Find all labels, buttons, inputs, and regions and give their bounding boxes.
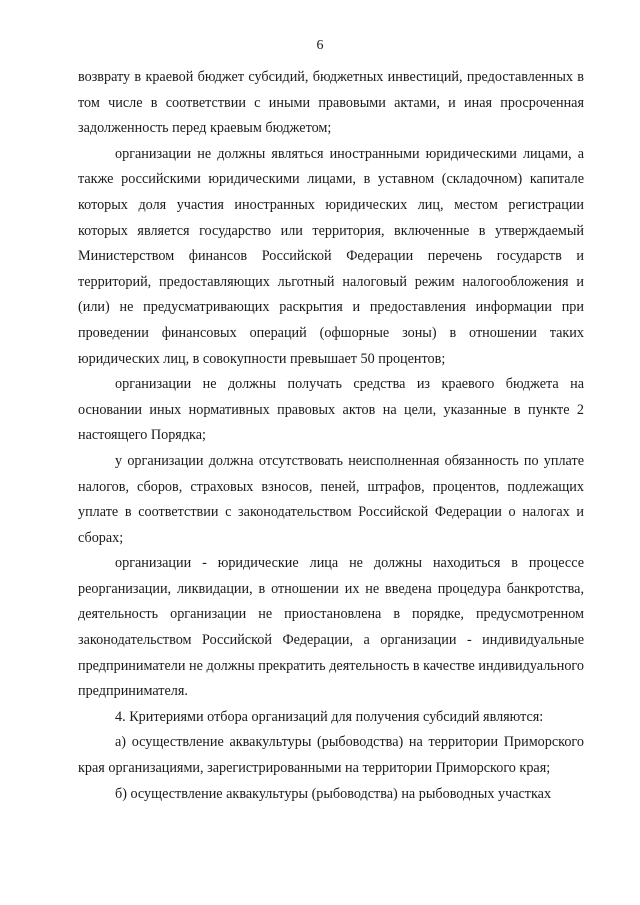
paragraph-reorganization: организации - юридические лица не должны находиться в процессе реорганизации, ликвидации, в отношении их не введена процедура банкротства, деятельность организации не приостановлена в порядке, предусмотренном законодательством Российской Федерации, а организации - индивидуальные предприниматели не должны прекратить деятельность в качестве индивидуального предпринимателя. bbox=[78, 555, 584, 700]
paragraph-criteria-heading: 4. Критериями отбора организаций для получения субсидий являются: bbox=[115, 708, 544, 725]
paragraph-other-funding: организации не должны получать средства из краевого бюджета на основании иных нормативных правовых актов на цели, указанные в пункте 2 настоящего Порядка; bbox=[78, 376, 584, 444]
paragraph-tax-obligations: у организации должна отсутствовать неисполненная обязанность по уплате налогов, сборов, страховых взносов, пеней, штрафов, процентов, подлежащих уплате в соответствии с законодательством Российской Федерации о налогах и сборах; bbox=[78, 452, 584, 546]
paragraph-foreign-entities: организации не должны являться иностранными юридическими лицами, а также российскими юридическими лицами, в уставном (складочном) капитале которых доля участия иностранных юридических лиц, местом регистрации которых является государство или территория, включенные в утверждаемый Министерством финансов Российской Федерации перечень государств и территорий, предоставляющих льготный налоговый режим налогообложения и (или) не предусматривающих раскрытия и предоставления информации при проведении финансовых операций (офшорные зоны) в отношении таких юридических лиц, в совокупности превышает 50 процентов; bbox=[78, 145, 584, 367]
paragraph-continuation: возврату в краевой бюджет субсидий, бюджетных инвестиций, предоставленных в том числе в соответствии с иными правовыми актами, и иная просроченная задолженность перед краевым бюджетом; bbox=[78, 69, 584, 137]
paragraph-criterion-a: а) осуществление аквакультуры (рыбоводства) на территории Приморского края организациями, зарегистрированными на территории Приморского края; bbox=[78, 734, 584, 777]
paragraph-criterion-b: б) осуществление аквакультуры (рыбоводства) на рыбоводных участках bbox=[115, 785, 552, 802]
document-body bbox=[78, 65, 584, 807]
page-number: 6 bbox=[316, 38, 324, 53]
